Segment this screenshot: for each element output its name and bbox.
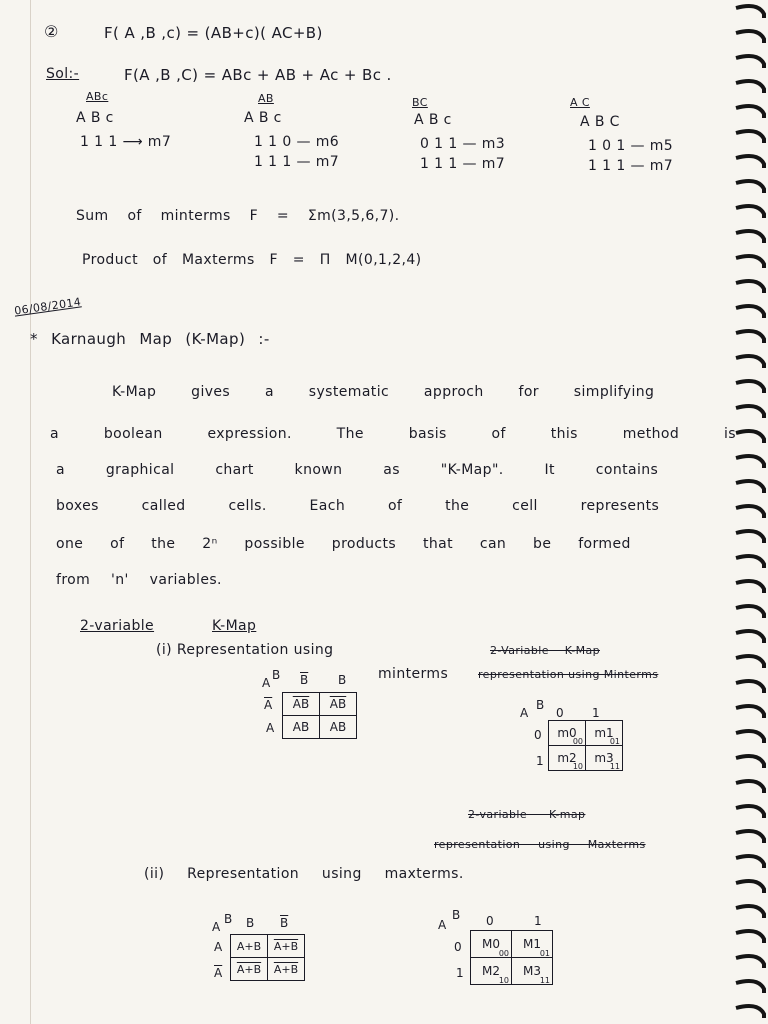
cell-text: A+B: [273, 939, 299, 953]
kmap-cell: [320, 693, 357, 716]
problem-number: ②: [44, 22, 59, 41]
corner-var-b: B: [272, 668, 281, 682]
spiral-loop: [736, 856, 764, 868]
subheading-2variable: 2-variable: [80, 618, 155, 634]
paragraph-line: from 'n' variables.: [56, 572, 222, 588]
row-header: $\overline{A}$: [264, 698, 273, 712]
date-stamp: 06/08/2014: [13, 295, 82, 318]
spiral-loop: [736, 381, 764, 393]
cell-text: m1: [594, 726, 614, 740]
kmap-cell: [231, 958, 268, 981]
corner-var-a: A: [520, 706, 529, 720]
spiral-loop: [736, 956, 764, 968]
cell-text: M1: [523, 937, 541, 951]
corner-var-b: B: [452, 908, 461, 922]
spiral-loop: [736, 706, 764, 718]
row-header: A: [214, 940, 223, 954]
cell-text: $\overline{AB}$: [329, 697, 347, 711]
cell-text: A+B: [236, 962, 262, 976]
spiral-loop: [736, 806, 764, 818]
section-heading: * Karnaugh Map (K-Map) :-: [30, 330, 270, 348]
kmap-cell: [320, 716, 357, 739]
spiral-loop: [736, 281, 764, 293]
spiral-loop: [736, 581, 764, 593]
expanded-expression: F(A ,B ,C) = ABc + AB + Ac + Bc .: [124, 66, 392, 84]
spiral-loop: [736, 981, 764, 993]
term-row: 1 1 1 — m7: [254, 154, 340, 170]
cell-text: A+B: [273, 962, 299, 976]
row-header: 1: [536, 754, 544, 768]
spiral-loop: [736, 481, 764, 493]
spiral-loop: [736, 531, 764, 543]
cell-text: M2: [482, 964, 500, 978]
spiral-loop: [736, 606, 764, 618]
paragraph-line: a graphical chart known as "K-Map". It contains: [56, 462, 659, 478]
spiral-loop: [736, 906, 764, 918]
struck-caption: 2-Variable K-Map: [490, 644, 600, 657]
kmap-cell: [549, 721, 586, 746]
kmap-cell: [586, 746, 623, 771]
spiral-loop: [736, 1006, 764, 1018]
kmap-cell: [268, 935, 305, 958]
kmap-cell: [268, 958, 305, 981]
margin-line: [30, 0, 31, 1024]
cell-index: 10: [572, 762, 583, 771]
cell-text: m2: [557, 751, 577, 765]
rep-minterms-label: (i) Representation using: [156, 642, 334, 658]
term-row: 1 1 0 — m6: [254, 134, 340, 150]
kmap-cell: [512, 958, 553, 985]
paragraph-line: K-Map gives a systematic approch for simplifying: [112, 384, 655, 400]
term-heading: ABc: [86, 90, 109, 103]
cell-index: 01: [609, 737, 620, 746]
term-row: 1 1 1 — m7: [588, 158, 674, 174]
spiral-loop: [736, 831, 764, 843]
paragraph-line: one of the 2ⁿ possible products that can be formed: [56, 536, 631, 552]
spiral-loop: [736, 681, 764, 693]
spiral-loop: [736, 756, 764, 768]
spiral-loop: [736, 56, 764, 68]
spiral-loop: [736, 156, 764, 168]
cell-text: A+B: [236, 939, 262, 953]
term-vars: A B c: [414, 112, 452, 128]
subheading-kmap: K-Map: [212, 618, 257, 634]
spiral-loop: [736, 31, 764, 43]
spiral-binding: [730, 0, 768, 1024]
spiral-loop: [736, 331, 764, 343]
row-header: 0: [534, 728, 542, 742]
term-vars: A B C: [580, 114, 620, 130]
spiral-loop: [736, 106, 764, 118]
col-header: 0: [556, 706, 564, 720]
cell-index: 00: [572, 737, 583, 746]
paragraph-line: boxes called cells. Each of the cell represents: [56, 498, 660, 514]
row-header: A: [266, 721, 275, 735]
corner-var-a: A: [212, 920, 221, 934]
term-vars: A B c: [244, 110, 282, 126]
spiral-loop: [736, 506, 764, 518]
spiral-loop: [736, 781, 764, 793]
col-header: 1: [534, 914, 542, 928]
cell-index: 11: [539, 976, 550, 985]
struck-caption: representation using Minterms: [478, 668, 659, 681]
col-header: $\overline{B}$: [280, 916, 289, 930]
function-expression: F( A ,B ,c) = (AB+c)( AC+B): [104, 24, 323, 42]
spiral-loop: [736, 81, 764, 93]
spiral-loop: [736, 231, 764, 243]
spiral-loop: [736, 431, 764, 443]
spiral-loop: [736, 6, 764, 18]
cell-index: 01: [539, 949, 550, 958]
cell-index: 00: [498, 949, 509, 958]
kmap-cell: [471, 931, 512, 958]
term-row: 1 1 1 ⟶ m7: [80, 134, 172, 150]
cell-text: m3: [594, 751, 614, 765]
corner-var-a: A: [438, 918, 447, 932]
cell-index: 11: [609, 762, 620, 771]
spiral-loop: [736, 131, 764, 143]
spiral-loop: [736, 631, 764, 643]
struck-caption: 2-variable K-map: [468, 808, 586, 821]
paragraph-line: a boolean expression. The basis of this method is: [50, 426, 736, 442]
term-heading: A C: [570, 96, 590, 109]
corner-var-b: B: [224, 912, 233, 926]
kmap-cell: [512, 931, 553, 958]
cell-text: m0: [557, 726, 577, 740]
cell-index: 10: [498, 976, 509, 985]
term-row: 0 1 1 — m3: [420, 136, 506, 152]
term-heading: AB: [258, 92, 274, 105]
term-heading: BC: [412, 96, 428, 109]
kmap-cell: [283, 716, 320, 739]
rep-maxterms-label: (ii) Representation using maxterms.: [144, 866, 464, 882]
col-header: 1: [592, 706, 600, 720]
term-vars: A B c: [76, 110, 114, 126]
col-header: $\overline{B}$: [300, 673, 309, 687]
kmap-cell: [283, 693, 320, 716]
product-of-maxterms: Product of Maxterms F = Π M(0,1,2,4): [82, 252, 422, 268]
cell-text: M0: [482, 937, 500, 951]
cell-text: M3: [523, 964, 541, 978]
kmap-cell: [549, 746, 586, 771]
sum-of-minterms: Sum of minterms F = Σm(3,5,6,7).: [76, 208, 400, 224]
spiral-loop: [736, 206, 764, 218]
col-header: B: [246, 916, 255, 930]
cell-text: $\overline{AB}$: [292, 697, 310, 711]
term-row: 1 0 1 — m5: [588, 138, 674, 154]
cell-text: AB: [292, 720, 310, 734]
spiral-loop: [736, 406, 764, 418]
spiral-loop: [736, 731, 764, 743]
cell-text: AB: [329, 720, 347, 734]
row-header: 1: [456, 966, 464, 980]
corner-var-a: A: [262, 676, 271, 690]
spiral-loop: [736, 356, 764, 368]
spiral-loop: [736, 456, 764, 468]
row-header: $\overline{A}$: [214, 966, 223, 980]
spiral-loop: [736, 181, 764, 193]
spiral-loop: [736, 881, 764, 893]
kmap-cell: [471, 958, 512, 985]
col-header: B: [338, 673, 347, 687]
spiral-loop: [736, 931, 764, 943]
sol-label: Sol:-: [46, 66, 80, 82]
spiral-loop: [736, 256, 764, 268]
row-header: 0: [454, 940, 462, 954]
struck-caption: representation using Maxterms: [434, 838, 646, 851]
rep-minterms-label-2: minterms: [378, 666, 449, 682]
corner-var-b: B: [536, 698, 545, 712]
spiral-loop: [736, 656, 764, 668]
kmap-cell: [231, 935, 268, 958]
kmap-cell: [586, 721, 623, 746]
term-row: 1 1 1 — m7: [420, 156, 506, 172]
spiral-loop: [736, 556, 764, 568]
spiral-loop: [736, 306, 764, 318]
col-header: 0: [486, 914, 494, 928]
